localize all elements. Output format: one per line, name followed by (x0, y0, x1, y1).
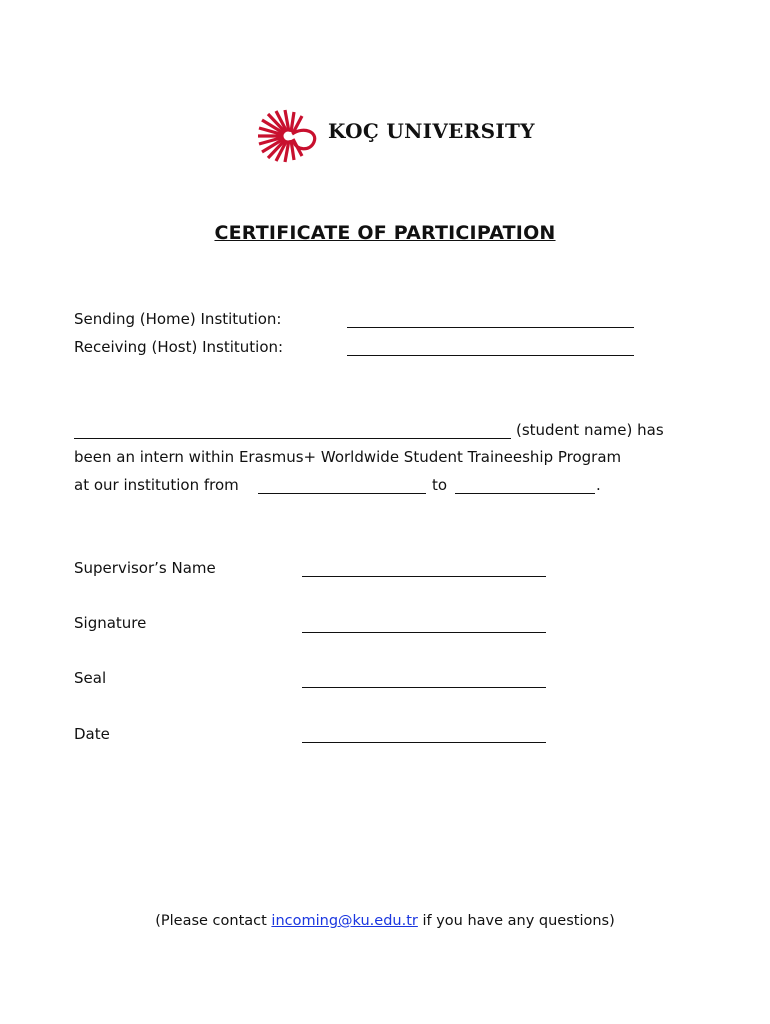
statement-to-label: to (432, 476, 448, 494)
signature-field[interactable] (302, 632, 546, 633)
contact-note-suffix: if you have any questions) (417, 913, 615, 929)
student-name-field[interactable] (74, 438, 511, 439)
start-date-field[interactable] (258, 493, 426, 494)
student-name-suffix: (student name) has (516, 421, 664, 439)
sending-institution-label: Sending (Home) Institution: (74, 310, 282, 328)
supervisor-name-field[interactable] (302, 576, 546, 577)
date-field[interactable] (302, 742, 546, 743)
end-date-field[interactable] (455, 493, 595, 494)
statement-line-2: been an intern within Erasmus+ Worldwide Student Traineeship Program (74, 448, 622, 466)
receiving-institution-label: Receiving (Host) Institution: (74, 338, 284, 356)
statement-period: . (596, 476, 601, 494)
date-label: Date (74, 725, 110, 743)
university-logo (248, 108, 535, 164)
contact-note-prefix: (Please contact (155, 913, 272, 929)
seal-label: Seal (74, 669, 107, 687)
seal-field[interactable] (302, 687, 546, 688)
signature-label: Signature (74, 614, 147, 632)
sending-institution-field[interactable] (347, 327, 634, 328)
receiving-institution-field[interactable] (347, 355, 634, 356)
contact-note (0, 913, 770, 929)
contact-email-link[interactable]: incoming@ku.edu.tr (271, 913, 418, 929)
koc-university-emblem-icon (248, 108, 322, 164)
page-title: CERTIFICATE OF PARTICIPATION (214, 222, 556, 244)
university-name: KOÇ UNIVERSITY (328, 119, 535, 143)
statement-from-label: at our institution from (74, 476, 239, 494)
supervisor-name-label: Supervisor’s Name (74, 559, 216, 577)
